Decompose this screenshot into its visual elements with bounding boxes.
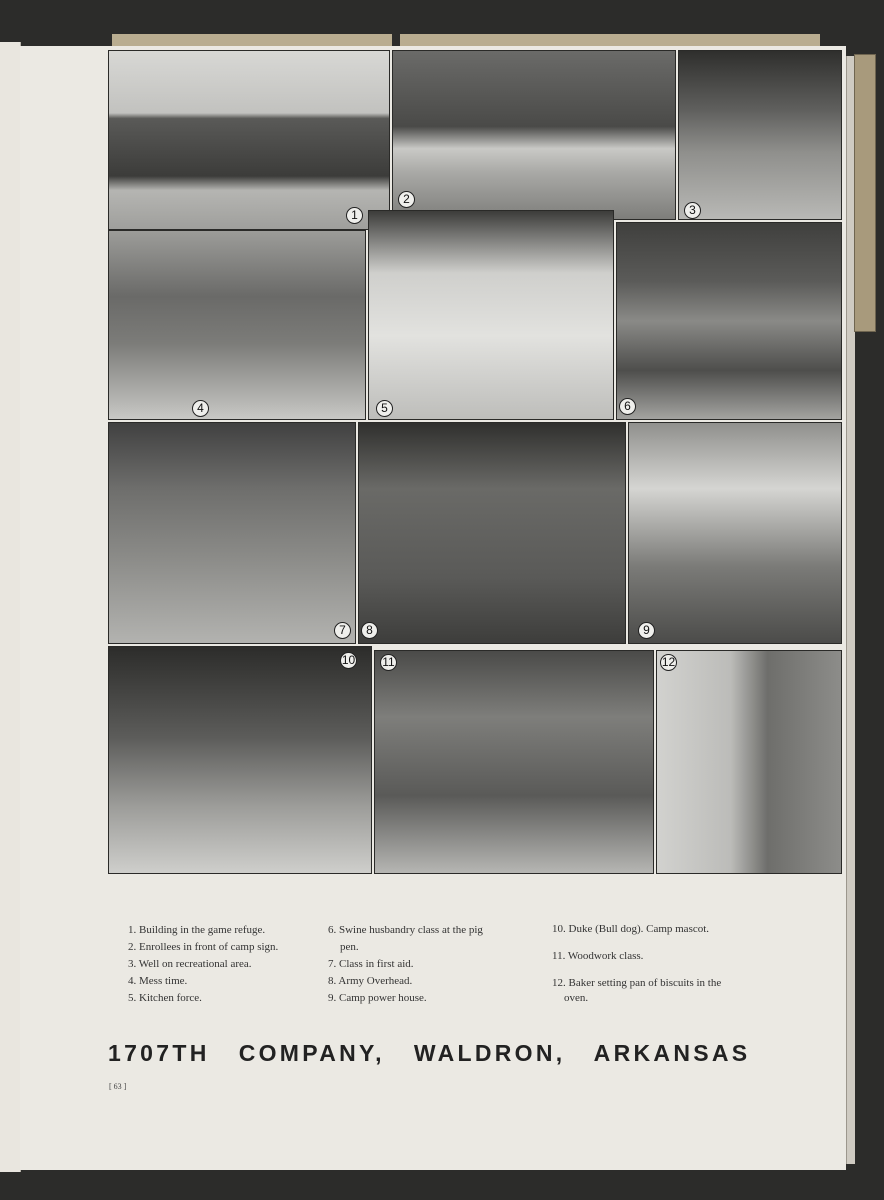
photo-number: 7 (334, 622, 351, 639)
caption-column-2 (328, 922, 528, 1007)
photo-mess-time (108, 230, 366, 420)
caption-item: 1. Building in the game refuge. (128, 924, 266, 936)
photo-number: 8 (361, 622, 378, 639)
facing-page-edge (0, 42, 21, 1172)
photo-number: 5 (376, 400, 393, 417)
caption-column-1 (128, 922, 318, 1007)
page-number: [ 63 ] (109, 1082, 127, 1091)
caption-item-continued: pen. (340, 941, 359, 953)
photo-number: 4 (192, 400, 209, 417)
photo-woodwork (374, 650, 654, 874)
photo-well (678, 50, 842, 220)
photo-number: 9 (638, 622, 655, 639)
photo-collage (108, 50, 842, 874)
caption-item: 4. Mess time. (128, 975, 188, 987)
photo-number: 2 (398, 191, 415, 208)
photo-number: 12 (661, 655, 676, 669)
photo-camp-sign (392, 50, 676, 220)
caption-item: 6. Swine husbandry class at the pig (328, 924, 483, 936)
caption-item: 7. Class in first aid. (328, 958, 414, 970)
caption-item-continued: oven. (564, 992, 589, 1004)
photo-number: 1 (346, 207, 363, 224)
caption-item: 12. Baker setting pan of biscuits in the (552, 977, 722, 989)
photo-bulldog (108, 646, 372, 874)
photo-army-overhead (358, 422, 626, 644)
photo-number: 6 (619, 398, 636, 415)
caption-item: 10. Duke (Bull dog). Camp mascot. (552, 923, 710, 935)
photo-first-aid (108, 422, 356, 644)
photo-number: 10 (341, 653, 356, 667)
photo-building (108, 50, 390, 230)
caption-item: 3. Well on recreational area. (128, 958, 252, 970)
caption-item: 9. Camp power house. (328, 992, 427, 1004)
page-tab (854, 54, 876, 332)
caption-item: 11. Woodwork class. (552, 950, 644, 962)
photo-pig-pen (616, 222, 842, 420)
photo-baker (656, 650, 842, 874)
caption-column-3 (552, 922, 752, 1006)
caption-item: 2. Enrollees in front of camp sign. (128, 941, 279, 953)
photo-power-house (628, 422, 842, 644)
caption-item: 5. Kitchen force. (128, 992, 202, 1004)
page-title: 1707TH COMPANY, WALDRON, ARKANSAS (108, 1040, 751, 1066)
photo-number: 3 (684, 202, 701, 219)
caption-item: 8. Army Overhead. (328, 975, 413, 987)
photo-number: 11 (380, 654, 397, 671)
photo-kitchen-force (368, 210, 614, 420)
